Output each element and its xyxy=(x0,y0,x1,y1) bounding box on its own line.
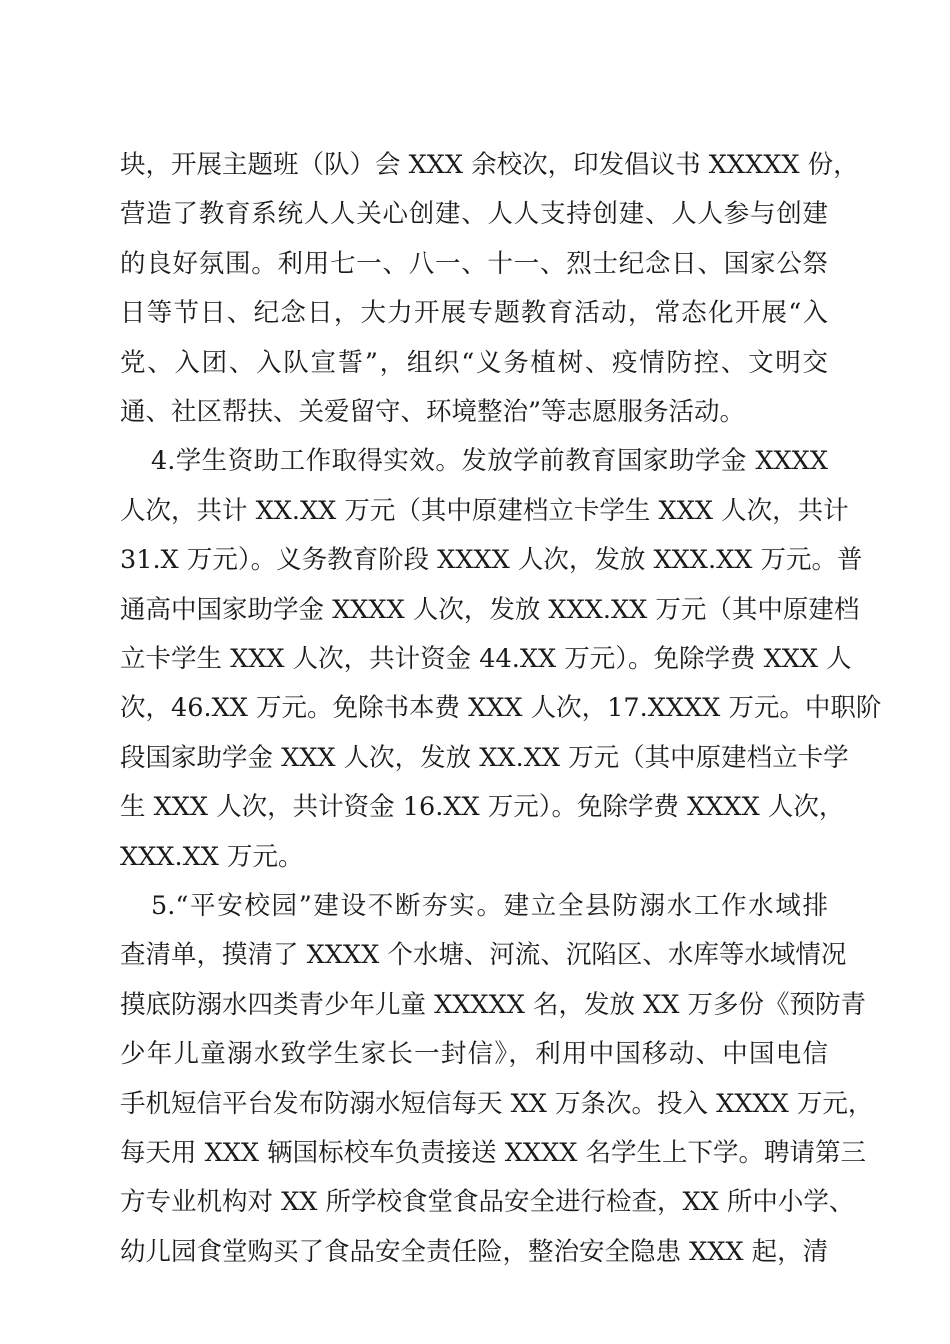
text-line: 少年儿童溺水致学生家长一封信》，利用中国移动、中国电信 xyxy=(120,1039,828,1069)
text-line: 通高中国家助学金 XXXX 人次，发放 XXX.XX 万元（其中原建档 xyxy=(120,595,860,625)
text-line: 段国家助学金 XXX 人次，发放 XX.XX 万元（其中原建档立卡学 xyxy=(120,743,849,773)
text-line: 生 XXX 人次，共计资金 16.XX 万元）。免除学费 XXXX 人次， xyxy=(120,792,845,822)
text-line: 营造了教育系统人人关心创建、人人支持创建、人人参与创建 xyxy=(120,199,828,229)
text-line: 块，开展主题班（队）会 XXX 余校次，印发倡议书 XXXXX 份， xyxy=(120,150,859,180)
text-line: 人次，共计 XX.XX 万元（其中原建档立卡学生 XXX 人次，共计 xyxy=(120,496,849,526)
text-line: 日等节日、纪念日，大力开展专题教育活动，常态化开展“入 xyxy=(120,298,828,328)
text-line: 摸底防溺水四类青少年儿童 XXXXX 名，发放 XX 万多份《预防青 xyxy=(120,990,867,1020)
text-line: 通、社区帮扶、关爱留守、环境整治”等志愿服务活动。 xyxy=(120,397,746,427)
paragraph-heading-4: 4.学生资助工作取得实效。发放学前教育国家助学金 XXXX xyxy=(151,446,828,476)
text-line: 的良好氛围。利用七一、八一、十一、烈士纪念日、国家公祭 xyxy=(120,249,828,279)
text-line: 手机短信平台发布防溺水短信每天 XX 万条次。投入 XXXX 万元， xyxy=(120,1089,874,1119)
text-line: XXX.XX 万元。 xyxy=(120,842,304,872)
text-line: 党、入团、入队宣誓”，组织“义务植树、疫情防控、文明交 xyxy=(120,348,828,378)
text-line: 次，46.XX 万元。免除书本费 XXX 人次，17.XXXX 万元。中职阶 xyxy=(120,693,882,723)
text-line: 幼儿园食堂购买了食品安全责任险，整治安全隐患 XXX 起，清 xyxy=(120,1237,829,1267)
text-line: 每天用 XXX 辆国标校车负责接送 XXXX 名学生上下学。聘请第三 xyxy=(120,1138,867,1168)
paragraph-heading-5: 5.“平安校园”建设不断夯实。建立全县防溺水工作水域排 xyxy=(151,891,828,921)
text-line: 立卡学生 XXX 人次，共计资金 44.XX 万元）。免除学费 XXX 人 xyxy=(120,644,852,674)
text-line: 31.X 万元）。义务教育阶段 XXXX 人次，发放 XXX.XX 万元。普 xyxy=(120,545,863,575)
text-line: 方专业机构对 XX 所学校食堂食品安全进行检查，XX 所中小学、 xyxy=(120,1187,855,1217)
text-line: 查清单，摸清了 XXXX 个水塘、河流、沉陷区、水库等水域情况 xyxy=(120,940,847,970)
